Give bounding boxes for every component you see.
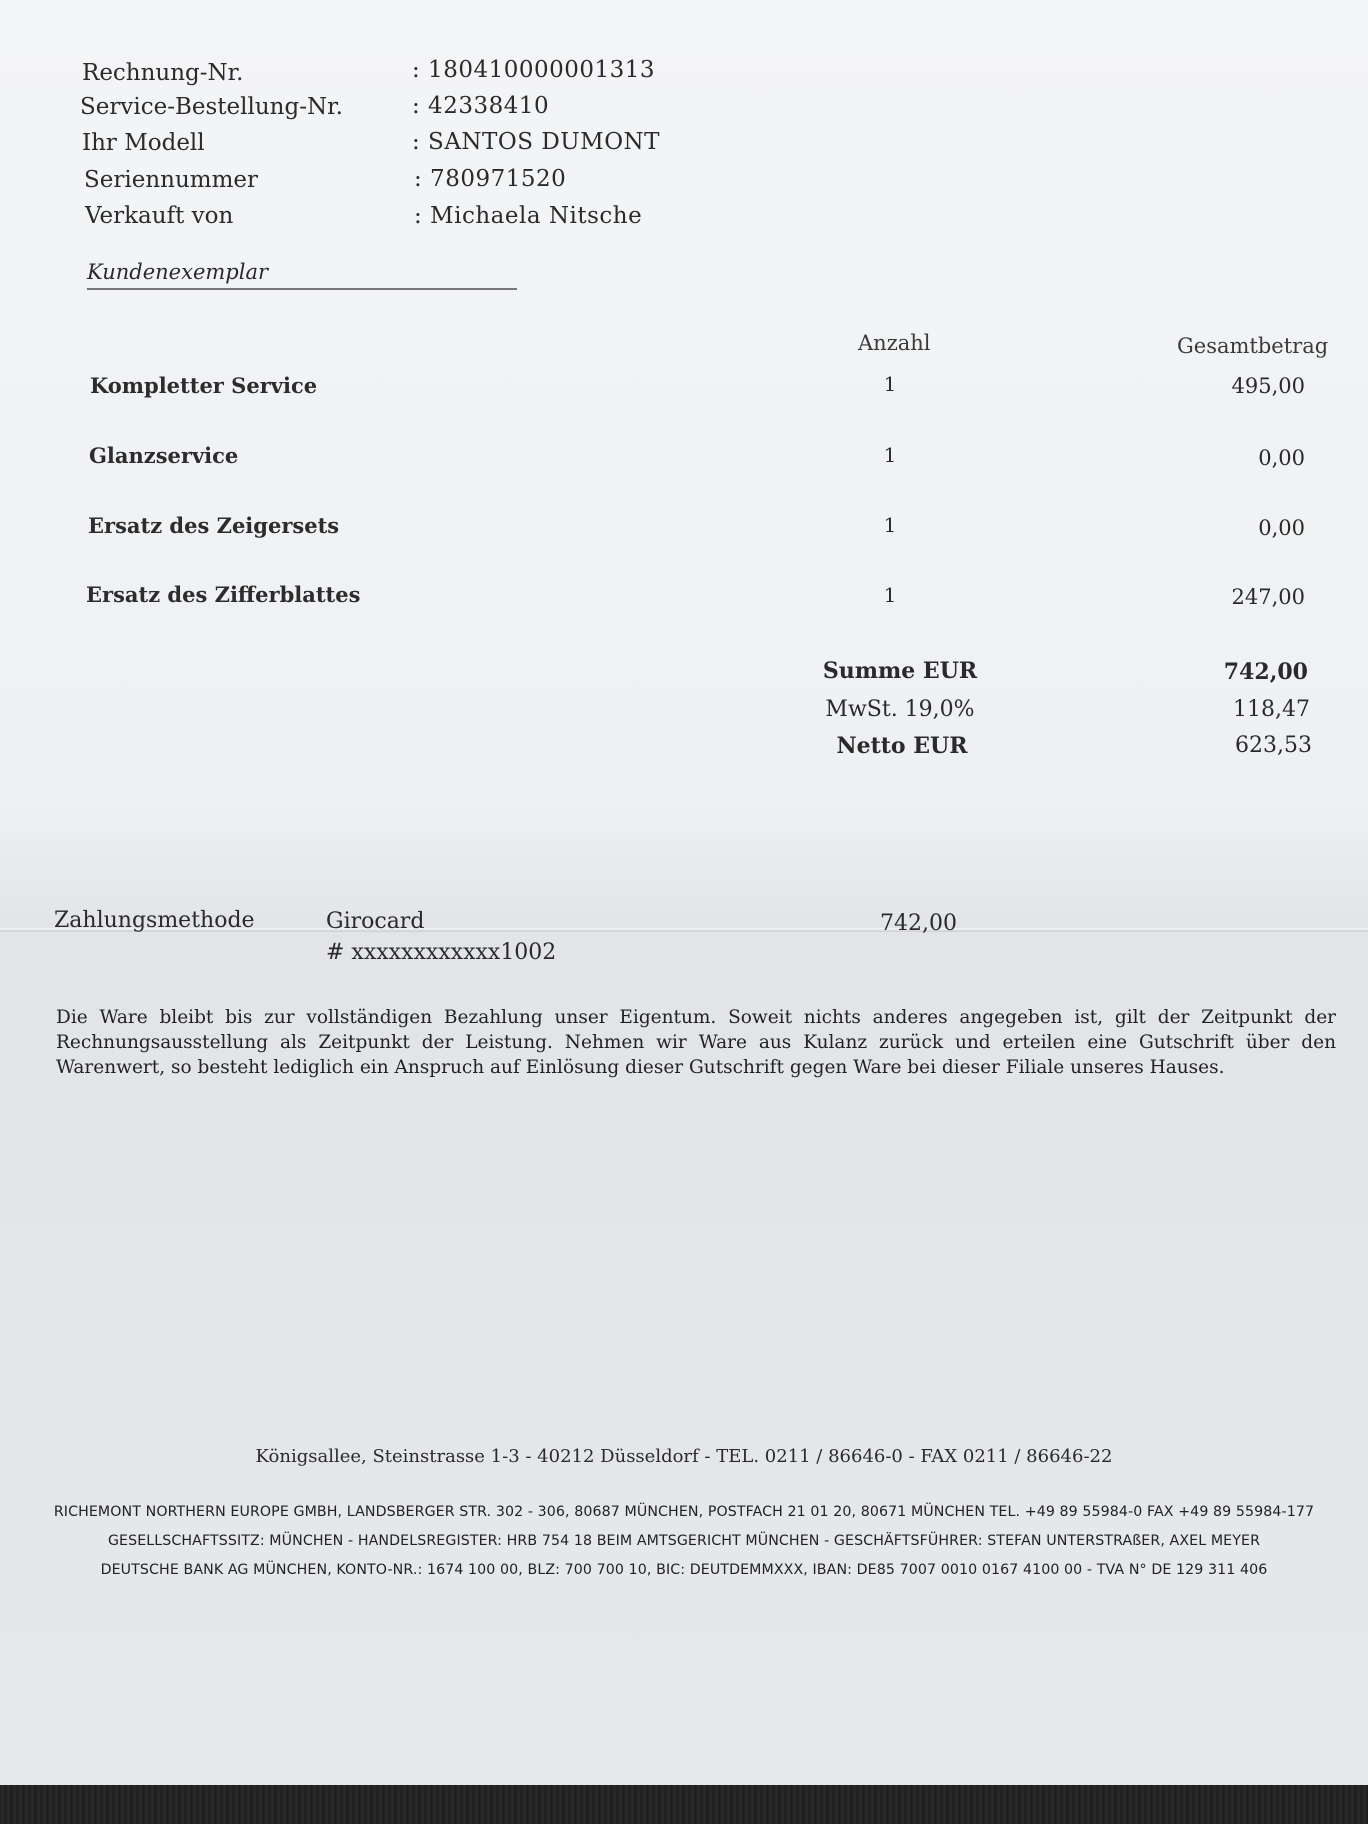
vat-value: 118,47 [1233, 697, 1310, 722]
legal-line-company: RICHEMONT NORTHERN EUROPE GMBH, LANDSBERGER STR. 302 - 306, 80687 MÜNCHEN, POSTFACH 21 01 20, 80671 MÜNCHEN TEL. +49 89 55984-0 FAX +49 89 55984-177 [53, 1504, 1315, 1520]
sum-label: Summe EUR [822, 658, 978, 684]
legal-line-registry: GESELLSCHAFTSSITZ: MÜNCHEN - HANDELSREGISTER: HRB 754 18 BEIM AMTSGERICHT MÜNCHEN - GESCHÄFTSFÜHRER: STEFAN UNTERSTRAßER, AXEL MEYER [107, 1533, 1261, 1549]
line-item-name: Glanzservice [89, 443, 239, 468]
serial-number-value: : 780971520 [414, 166, 567, 192]
model-label: Ihr Modell [82, 130, 205, 156]
sold-by-label: Verkauft von [85, 203, 234, 229]
service-order-label: Service-Bestellung-Nr. [80, 94, 343, 120]
line-item-name: Ersatz des Zifferblattes [86, 582, 361, 607]
table-surface [0, 1785, 1368, 1824]
line-item-name: Kompletter Service [90, 373, 318, 398]
store-address: Königsallee, Steinstrasse 1-3 - 40212 Düsseldorf - TEL. 0211 / 86646-0 - FAX 0211 / 86646-22 [255, 1446, 1113, 1467]
serial-number-label: Seriennummer [84, 167, 258, 193]
quantity-column-header: Anzahl [858, 331, 931, 355]
total-column-header: Gesamtbetrag [1177, 334, 1329, 358]
payment-amount: 742,00 [880, 911, 957, 936]
customer-copy-underline [87, 288, 517, 290]
line-item-amount: 0,00 [1258, 446, 1305, 470]
line-item-quantity: 1 [883, 583, 897, 607]
vat-label: MwSt. 19,0% [825, 697, 975, 722]
sold-by-value: : Michaela Nitsche [414, 203, 643, 229]
net-value: 623,53 [1235, 733, 1312, 758]
sum-value: 742,00 [1223, 659, 1308, 685]
service-order-value: : 42338410 [412, 93, 550, 119]
invoice-number-value: : 180410000001313 [412, 57, 656, 83]
line-item-quantity: 1 [883, 372, 897, 396]
line-item-quantity: 1 [883, 443, 897, 467]
model-value: : SANTOS DUMONT [412, 129, 661, 155]
payment-method-label: Zahlungsmethode [54, 908, 255, 933]
line-item-name: Ersatz des Zeigersets [88, 513, 340, 538]
card-number: # xxxxxxxxxxxx1002 [326, 940, 557, 965]
payment-method-value: Girocard [326, 909, 425, 934]
legal-line-bank: DEUTSCHE BANK AG MÜNCHEN, KONTO-NR.: 1674 100 00, BLZ: 700 700 10, BIC: DEUTDEMMXXX, IBAN: DE85 7007 0010 0167 4100 00 - TVA N° DE 129 311 406 [100, 1562, 1268, 1578]
retention-of-title-note: Die Ware bleibt bis zur vollständigen Bezahlung unser Eigentum. Soweit nichts anderes angegeben ist, gilt der Zeitpunkt der Rechnungsausstellung als Zeitpunkt der Leistung. Nehmen wir Ware aus Kulanz zurück und erteilen eine Gutschrift über den Warenwert, so besteht lediglich ein Anspruch auf Einlösung dieser Gutschrift gegen Ware bei dieser Filiale unseres Hauses. [56, 1007, 1336, 1078]
line-item-amount: 0,00 [1258, 516, 1305, 540]
customer-copy-label: Kundenexemplar [87, 260, 269, 284]
invoice-number-label: Rechnung-Nr. [82, 60, 244, 86]
line-item-quantity: 1 [883, 513, 897, 537]
line-item-amount: 495,00 [1231, 374, 1305, 398]
net-label: Netto EUR [836, 733, 968, 759]
line-item-amount: 247,00 [1231, 585, 1305, 609]
